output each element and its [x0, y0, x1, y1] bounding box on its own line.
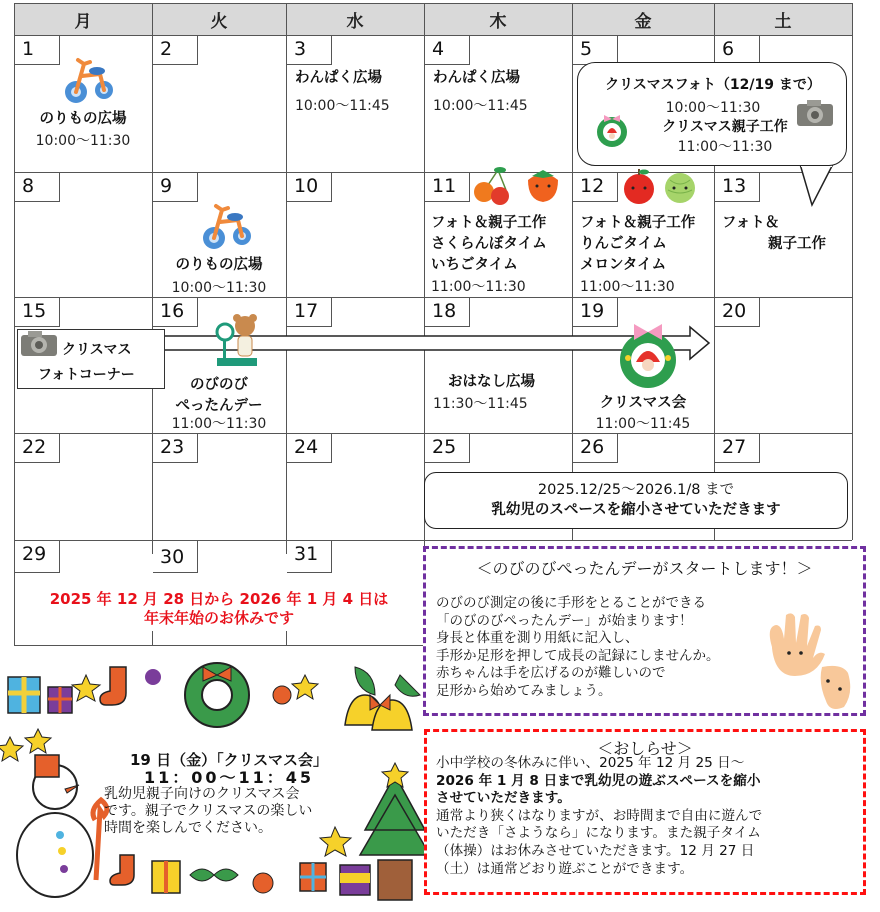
nobinobi-line: 身長と体重を測り用紙に記入し、 [436, 630, 639, 646]
day-number: 6 [715, 36, 760, 65]
grid-line [286, 631, 287, 645]
space-note-line1: 2025.12/25〜2026.1/8 まで [537, 482, 735, 498]
oshirase-line: 小中学校の冬休みに伴い、2025 年 12 月 25 日〜 [436, 755, 745, 771]
oshirase-line: （土）は通常どおり遊ぶことができます。 [436, 860, 694, 877]
grid-line [14, 3, 852, 4]
event-title: おはなし広場 [448, 374, 535, 390]
day-number: 22 [15, 434, 60, 463]
day-number: 9 [153, 173, 198, 202]
day-number: 18 [425, 298, 470, 327]
melon-icon [662, 168, 698, 204]
space-reduction-note [424, 472, 848, 529]
oshirase-line: 2026 年 1 月 8 日まで乳幼児の遊ぶスペースを縮小 [436, 772, 761, 789]
event-line: りんごタイム [580, 236, 667, 252]
event-line: ぺったんデー [175, 398, 263, 414]
day-number: 26 [573, 434, 618, 463]
hand-foot-icon [762, 607, 860, 712]
apple-icon [621, 167, 657, 205]
event-time: 11:00〜11:30 [171, 416, 267, 432]
event-title: クリスマス会 [599, 395, 687, 411]
party-line1: 乳幼児親子向けのクリスマス会 [104, 786, 300, 802]
bear-scale-icon [215, 312, 263, 368]
bubble-tail [790, 164, 840, 208]
weekday-sat: 土 [714, 3, 852, 35]
weekday-wed: 水 [286, 3, 424, 35]
nobinobi-heading: ＜のびのびぺったんデーがスタートします！＞ [476, 559, 813, 578]
day-number: 10 [287, 173, 332, 202]
holiday-line2: 年末年始のお休みです [143, 609, 294, 627]
bubble-line3: クリスマス親子工作 [662, 119, 788, 135]
event-time: 11:00〜11:30 [431, 279, 526, 295]
day-number: 3 [287, 36, 332, 65]
nobinobi-line: 足形から始めてみましょう。 [436, 682, 612, 699]
event-line: フォト＆ [722, 215, 780, 231]
bubble-line1: クリスマスフォト（12/19 まで） [605, 77, 821, 93]
grid-line [152, 631, 153, 645]
party-time: 11：00〜11：45 [143, 768, 315, 787]
oshirase-heading: ＜おしらせ＞ [597, 739, 693, 758]
tricycle-icon [64, 54, 120, 106]
event-time: 10:00〜11:30 [171, 280, 267, 296]
oshirase-line: （体操）はお休みさせていただきます。12 月 27 日 [436, 842, 755, 859]
event-time: 11:00〜11:30 [580, 279, 675, 295]
bubble-line2: 10:00〜11:30 [665, 100, 761, 116]
oshirase-line: 通常より狭くはなりますが、お時間まで自由に遊んで [436, 807, 763, 824]
day-number: 23 [153, 434, 198, 463]
tricycle-icon [202, 200, 258, 252]
event-title: のりもの広場 [39, 111, 127, 127]
space-note-line2: 乳幼児のスペースを縮小させていただきます [491, 502, 781, 518]
strawberry-icon [524, 166, 562, 204]
day-number: 12 [573, 173, 618, 202]
party-title: 19 日（金）「クリスマス会」 [130, 751, 328, 769]
event-time: 10:00〜11:30 [35, 133, 131, 149]
event-line: メロンタイム [580, 257, 667, 273]
event-time: 10:00〜11:45 [295, 98, 390, 114]
christmas-party-info [104, 752, 354, 837]
oshirase-notice-box [424, 729, 866, 895]
event-line: フォト＆親子工作 [580, 215, 696, 231]
event-line: のびのび [190, 377, 248, 393]
holiday-line1: 2025 年 12 月 28 日から 2026 年 1 月 4 日は [49, 590, 389, 608]
santa-wreath-icon [594, 109, 630, 149]
day-number: 29 [15, 541, 60, 573]
nobinobi-notice-box [423, 546, 866, 716]
event-line: 親子工作 [768, 236, 826, 252]
day-number: 17 [287, 298, 332, 327]
event-time: 10:00〜11:45 [433, 98, 528, 114]
day-number: 1 [15, 36, 60, 65]
day-number: 19 [573, 298, 618, 327]
day-number: 30 [153, 541, 198, 573]
grid-line [14, 645, 424, 646]
grid-line [14, 540, 852, 541]
nobinobi-line: 赤ちゃんは手を広げるのが難しいので [436, 665, 666, 681]
day-number: 8 [15, 173, 60, 202]
day-number: 31 [287, 541, 332, 573]
bubble-line4: 11:00〜11:30 [677, 139, 773, 155]
day-number: 16 [153, 298, 198, 327]
day-number: 5 [573, 36, 618, 65]
day-number: 4 [425, 36, 470, 65]
event-title: わんぱく広場 [295, 70, 382, 86]
event-time: 11:30〜11:45 [433, 396, 528, 412]
event-line: いちごタイム [431, 257, 518, 273]
grid-line [852, 3, 853, 540]
party-line3: 時間を楽しんでください。 [104, 820, 272, 836]
event-time: 11:00〜11:45 [595, 416, 691, 432]
day-number: 2 [153, 36, 198, 65]
weekday-fri: 金 [572, 3, 714, 35]
event-line: フォト＆親子工作 [431, 215, 547, 231]
weekday-tue: 火 [152, 3, 286, 35]
day-number: 24 [287, 434, 332, 463]
nobinobi-line: のびのび測定の後に手形をとることができる [436, 595, 706, 611]
cherry-icon [472, 166, 516, 206]
event-line: さくらんぼタイム [431, 236, 547, 252]
santa-wreath-icon [614, 318, 682, 390]
event-title: わんぱく広場 [433, 70, 520, 86]
party-line2: です。親子でクリスマスの楽しい [104, 803, 313, 819]
event-title: のりもの広場 [175, 257, 263, 273]
camera-icon [20, 330, 58, 358]
weekday-mon: 月 [14, 3, 152, 35]
weekday-thu: 木 [424, 3, 572, 35]
day-number: 20 [715, 298, 760, 327]
new-year-holiday-note [14, 590, 424, 628]
day-number: 15 [15, 298, 60, 327]
nobinobi-line: 手形か足形を押して成長の記録にしませんか。 [436, 647, 720, 664]
photo-corner-label [17, 329, 165, 389]
photo-corner-line1: クリスマス [62, 342, 132, 358]
nobinobi-body [436, 595, 720, 700]
christmas-photo-bubble [577, 62, 847, 166]
day-number: 25 [425, 434, 470, 463]
photo-corner-line2: フォトコーナー [38, 367, 135, 383]
oshirase-line: させていただきます。 [436, 790, 571, 807]
oshirase-line: いただき「さようなら」になります。また親子タイム [436, 825, 761, 842]
day-number: 13 [715, 173, 760, 202]
nobinobi-line: 「のびのびぺったんデー」が始まります！ [436, 612, 693, 629]
oshirase-body [436, 755, 762, 878]
day-number: 11 [425, 173, 470, 202]
day-number: 27 [715, 434, 760, 463]
camera-icon [795, 98, 835, 128]
